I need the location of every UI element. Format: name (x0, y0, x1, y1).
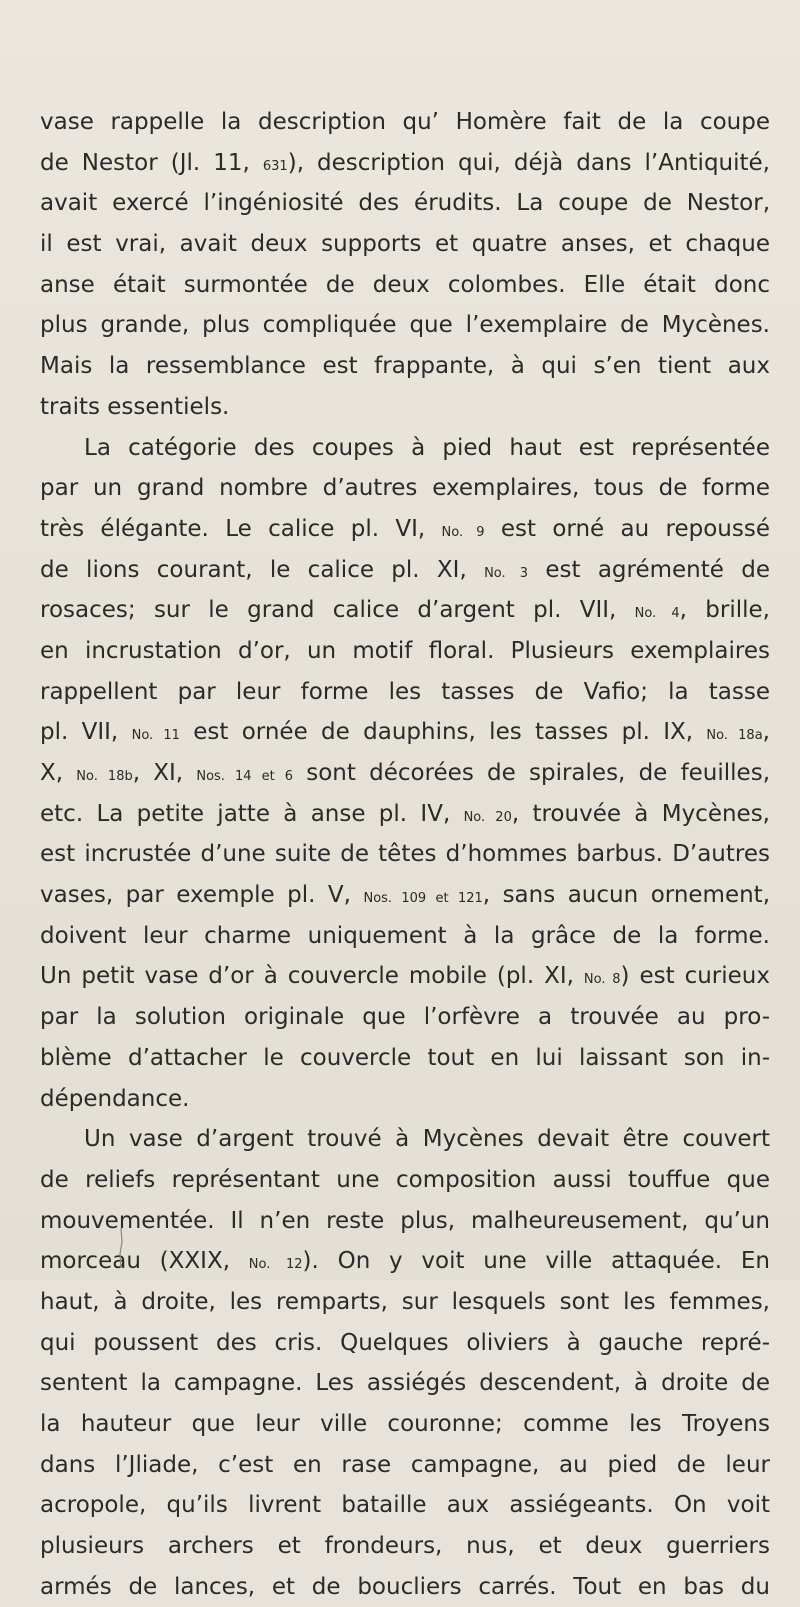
text-segment: vase rappelle la description qu’ Homère fait de la coupe (40, 109, 770, 135)
text-line (40, 550, 770, 591)
text-segment: morceau (XXIX, (40, 1248, 249, 1275)
plate-number: 631 (262, 158, 288, 174)
text-segment: rosaces; sur le grand calice d’argent pl. VII, (40, 597, 635, 624)
text-segment: Mais la ressemblance est frappante, à qui s’en tient aux (40, 353, 770, 380)
text-line (40, 1201, 770, 1242)
text-segment: , trouvée à Mycènes, (511, 800, 770, 827)
paragraph (40, 1119, 770, 1607)
text-line (40, 183, 770, 224)
plate-number: No. 4 (634, 606, 680, 622)
text-segment: de reliefs représentant une composition aussi touffue que (40, 1166, 770, 1193)
text-segment: de Nestor (Jl. 11, (40, 149, 263, 176)
text-segment: plusieurs archers et frondeurs, nus, et deux guerriers (40, 1533, 770, 1560)
plate-number: No. 12 (248, 1257, 303, 1273)
text-segment: dépendance. (40, 1085, 190, 1112)
text-segment: pl. VII, (40, 719, 132, 746)
text-line (40, 1404, 770, 1445)
paragraph (40, 428, 770, 1120)
text-line (40, 1079, 770, 1120)
text-segment: armés de lances, et de boucliers carrés. Tout en bas du (40, 1573, 770, 1600)
text-line (40, 631, 770, 672)
text-segment: sont décorées de spirales, de feuilles, (293, 760, 770, 786)
text-segment: doivent leur charme uniquement à la grâce de la forme. (40, 922, 770, 949)
text-line (40, 712, 770, 753)
text-line (40, 1363, 770, 1404)
text-line (40, 305, 770, 346)
text-line (40, 224, 770, 265)
text-line (40, 265, 770, 306)
text-segment: vases, par exemple pl. V, (40, 882, 364, 909)
text-line (40, 1119, 770, 1160)
text-segment: haut, à droite, les remparts, sur lesquels sont les femmes, (40, 1288, 770, 1315)
text-line (40, 1485, 770, 1526)
text-line (40, 1567, 770, 1607)
text-line (40, 1323, 770, 1364)
text-segment: X, (40, 760, 77, 786)
text-segment: blème d’attacher le couvercle tout en lui laissant son in- (40, 1044, 770, 1071)
text-line (40, 143, 770, 184)
plate-number: No. 18b (76, 769, 133, 784)
text-line (40, 1526, 770, 1567)
text-segment: Un petit vase d’or à couvercle mobile (pl. XI, (40, 963, 584, 990)
text-line (40, 346, 770, 387)
text-segment: est agrémenté de (528, 556, 770, 583)
text-segment: en incrustation d’or, un motif floral. Plusieurs exemplaires (40, 637, 770, 664)
plate-number: No. 3 (484, 565, 529, 581)
text-line (40, 1282, 770, 1323)
text-line (40, 428, 770, 469)
paragraph (40, 102, 770, 428)
text-segment: très élégante. Le calice pl. VI, (40, 515, 442, 542)
text-line (40, 997, 770, 1038)
text-segment: anse était surmontée de deux colombes. Elle était donc (40, 271, 770, 298)
plate-number: Nos. 14 et 6 (196, 769, 293, 784)
text-segment: , brille, (679, 597, 770, 624)
text-segment: la hauteur que leur ville couronne; comme les Troyens (40, 1411, 770, 1437)
text-line (40, 794, 770, 835)
text-line (40, 916, 770, 957)
text-segment: plus grande, plus compliquée que l’exemplaire de Mycènes. (40, 312, 770, 339)
text-line (40, 956, 770, 997)
text-line (40, 509, 770, 550)
text-segment: mouvementée. Il n’en reste plus, malheureusement, qu’un (40, 1207, 770, 1234)
text-segment: Un vase d’argent trouvé à Mycènes devait être couvert (84, 1126, 770, 1153)
text-segment: avait exercé l’ingéniosité des érudits. La coupe de Nestor, (40, 190, 770, 217)
text-line (40, 753, 770, 794)
text-segment: par un grand nombre d’autres exemplaires, tous de forme (40, 475, 770, 502)
text-line (40, 468, 770, 509)
text-segment: rappellent par leur forme les tasses de Vafio; la tasse (40, 678, 770, 705)
plate-number: No. 18a (706, 728, 763, 744)
plate-number: No. 11 (131, 728, 180, 744)
body-text (40, 102, 770, 1607)
stray-ink-mark (118, 1228, 124, 1268)
text-segment: , sans aucun ornement, (482, 882, 770, 909)
text-segment: dans l’Jliade, c’est en rase campagne, au pied de leur (40, 1451, 770, 1478)
text-line (40, 590, 770, 631)
text-segment: ) est curieux (620, 963, 770, 990)
text-segment: est incrustée d’une suite de têtes d’hommes barbus. D’autres (40, 841, 770, 868)
text-line (40, 1160, 770, 1201)
text-segment: La catégorie des coupes à pied haut est représentée (84, 434, 770, 461)
text-segment: est orné au repoussé (484, 515, 770, 542)
plate-number: No. 8 (583, 972, 621, 988)
text-segment: , (762, 719, 770, 746)
text-line (40, 1445, 770, 1486)
text-line (40, 834, 770, 875)
plate-number: No. 20 (463, 809, 512, 825)
text-line (40, 1038, 770, 1079)
text-segment: de lions courant, le calice pl. XI, (40, 556, 485, 583)
text-segment: par la solution originale que l’orfèvre a trouvée au pro- (40, 1004, 770, 1031)
text-line (40, 1241, 770, 1282)
text-line (40, 875, 770, 916)
text-segment: , XI, (132, 760, 197, 786)
text-line (40, 102, 770, 143)
text-segment: etc. La petite jatte à anse pl. IV, (40, 800, 464, 827)
text-segment: ). On y voit une ville attaquée. En (302, 1248, 770, 1275)
text-segment: est ornée de dauphins, les tasses pl. IX, (179, 719, 707, 746)
text-segment: ), description qui, déjà dans l’Antiquité, (287, 149, 770, 176)
text-line (40, 672, 770, 713)
plate-number: No. 9 (441, 524, 485, 540)
text-segment: acropole, qu’ils livrent bataille aux assiégeants. On voit (40, 1492, 770, 1519)
text-segment: qui poussent des cris. Quelques oliviers à gauche repré- (40, 1329, 770, 1356)
text-segment: traits essentiels. (40, 393, 230, 420)
text-segment: sentent la campagne. Les assiégés descendent, à droite de (40, 1370, 770, 1397)
plate-number: Nos. 109 et 121 (363, 891, 483, 907)
text-segment: il est vrai, avait deux supports et quatre anses, et chaque (40, 231, 770, 258)
text-line (40, 387, 770, 428)
